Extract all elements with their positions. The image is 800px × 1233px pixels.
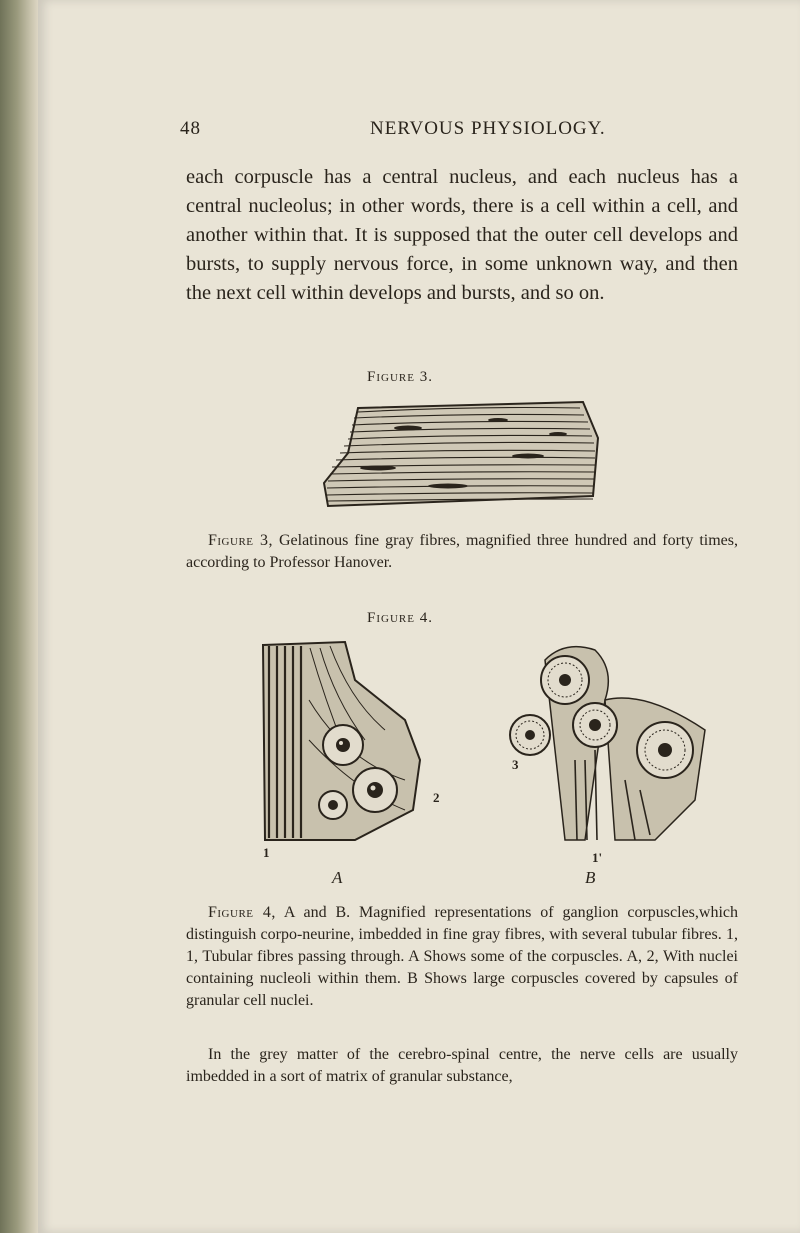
paragraph-1: each corpuscle has a central nucleus, and each nucleus has a central nucleolus; in other words, there is a cell within a cell, and another within that. It is supposed that the outer cell develops and bursts, to supply nervous force, in some unknown way, and then the next cell within develops and bursts, and so on. [186,166,738,304]
figure-4a-illustration [255,640,430,845]
figure-3-title: Figure 3. [367,369,433,385]
figure-3-caption [186,530,738,574]
figure-3-illustration [318,398,600,510]
figure-4b-illustration [505,640,715,845]
figure-4b-label: B [585,868,596,887]
figure-4a-mark-2: 2 [433,790,440,805]
figure-4-caption [186,902,738,1012]
figure-3-caption-lead: Figure 3, [208,532,273,549]
figure-4a-label: A [332,868,343,887]
figure-4b-mark-1: 1' [592,850,603,865]
running-head: NERVOUS PHYSIOLOGY. [370,118,606,139]
figure-4-caption-lead: Figure 4, [208,904,276,921]
figure-4-caption-text: A and B. Magnified representations of ganglion corpuscles,which distinguish corpo-neurine, imbedded in fine gray fibres, with several tubular fibres. 1, 1, Tubular fibres passing through. A Shows some of the corpuscles. A, 2, With nuclei containing nucleoli within them. B Shows large corpuscles covered by capsules of granular cell nuclei. [186,904,739,1009]
figure-4-title: Figure 4. [367,610,433,626]
paragraph-2: In the grey matter of the cerebro-spinal centre, the nerve cells are usually imbedded in a sort of matrix of granular substance, [186,1046,738,1085]
figure-3-caption-text: Gelatinous fine gray fibres, magnified three hundred and forty times, according to Professor Hanover. [186,532,738,571]
figure-4a-mark-1: 1 [263,845,270,860]
page-number: 48 [180,118,201,139]
figure-4b-mark-3: 3 [512,757,519,772]
